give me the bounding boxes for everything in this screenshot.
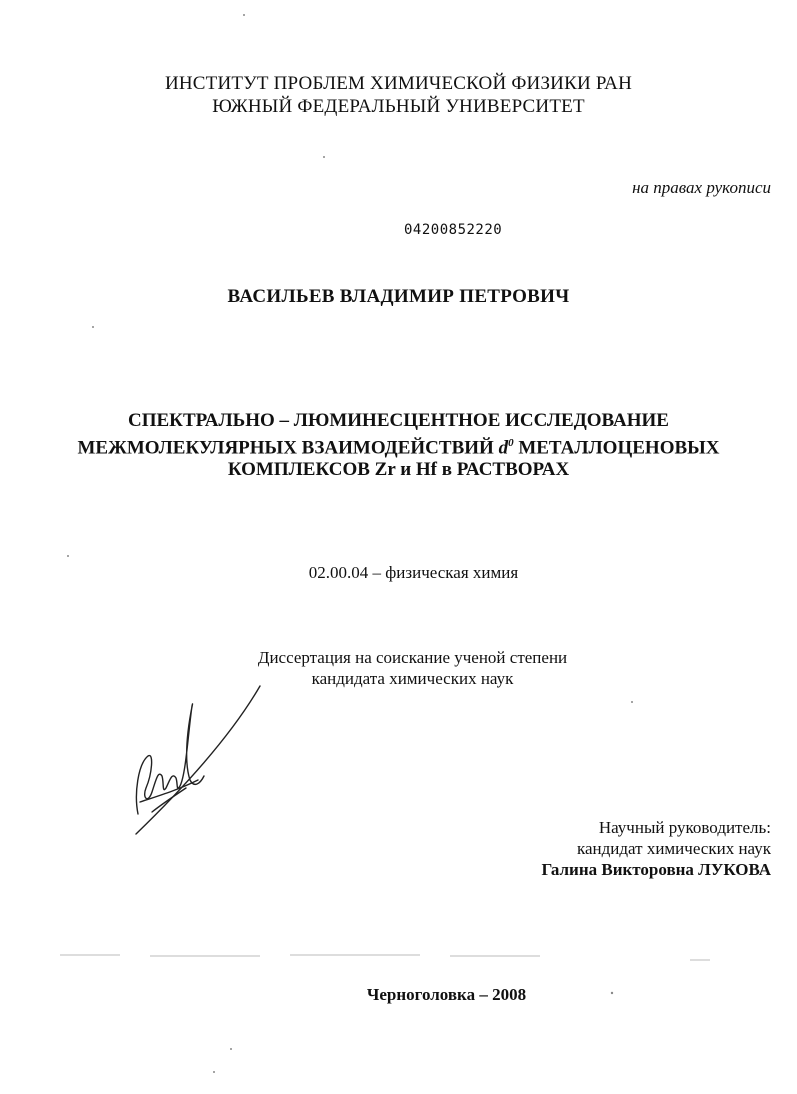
advisor-name: Галина Викторовна ЛУКОВА [541, 860, 771, 879]
title-line-2-prefix: МЕЖМОЛЕКУЛЯРНЫХ ВЗАИМОДЕЙСТВИЙ [77, 437, 499, 459]
institution-name-1: ИНСТИТУТ ПРОБЛЕМ ХИМИЧЕСКОЙ ФИЗИКИ РАН [164, 73, 633, 94]
author-name: ВАСИЛЬЕВ ВЛАДИМИР ПЕТРОВИЧ [227, 286, 570, 307]
document-code: 04200852220 [404, 222, 503, 238]
advisor-degree: кандидат химических наук [577, 839, 771, 858]
institution-name-2: ЮЖНЫЙ ФЕДЕРАЛЬНЫЙ УНИВЕРСИТЕТ [212, 96, 585, 117]
advisor-role: Научный руководитель: [598, 818, 771, 837]
title-line-2-suffix: МЕТАЛЛОЦЕНОВЫХ [513, 437, 720, 459]
title-d-symbol: d [498, 437, 509, 459]
dissertation-line-1: Диссертация на соискание ученой степени [257, 648, 568, 667]
title-line-1: СПЕКТРАЛЬНО – ЛЮМИНЕСЦЕНТНОЕ ИССЛЕДОВАНИЕ [128, 410, 669, 431]
dissertation-line-2: кандидата химических наук [311, 669, 514, 688]
rights-note: на правах рукописи [632, 178, 771, 197]
place-and-year: Черноголовка – 2008 [366, 985, 527, 1004]
title-line-3: КОМПЛЕКСОВ Zr и Hf в РАСТВОРАХ [227, 459, 570, 481]
specialty-code: 02.00.04 – физическая химия [308, 563, 519, 582]
title-d-superscript: 0 [508, 437, 514, 449]
